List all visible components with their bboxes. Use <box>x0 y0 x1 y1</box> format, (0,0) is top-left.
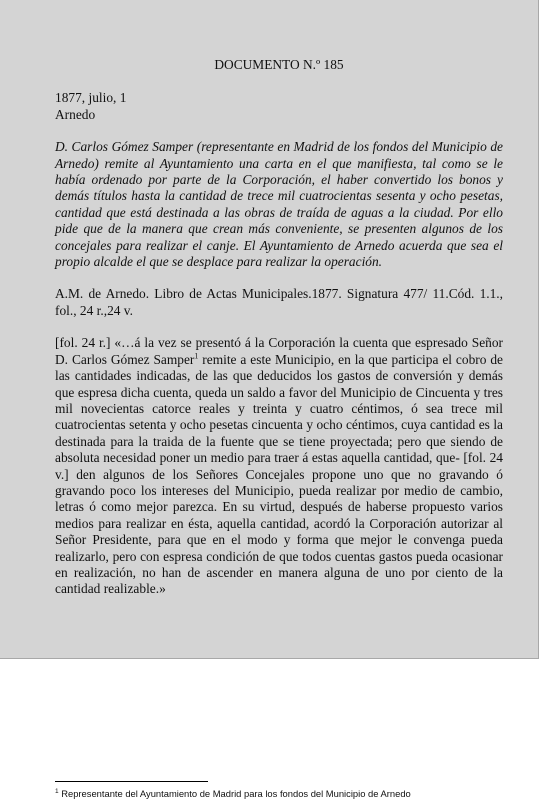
footnote <box>55 788 411 799</box>
document-transcription <box>55 335 503 598</box>
transcription-part-2: remite a este Municipio, en la que participa el cobro de las cantidades indicadas, de las que deducidos los gastos de conversión y demás que espresa dicha cuenta, queda un saldo a favor del Municipio de Cincuenta y tres mil novecientas catorce reales y treinta y cuatro céntimos, ó sea trece mil cuatrocientas setenta y ocho pesetas cincuenta y ocho céntimos, cuya cantidad es la destinada para la traida de la fuente que se tiene proyectada; pero que siendo de absoluta necesidad poner un medio para traer á estas aquella cantidad, que- [fol. 24 v.] den algunos de los Señores Concejales propone uno que no gravando ó gravando poco los intereses del Municipio, pueda realizar por medio de cambio, letras ó como mejor parezca. En su virtud, después de haberse propuesto varios medios para realizar en ésta, aquella cantidad, acordó la Corporación autorizar al Señor Presidente, para que en el modo y forma que mejor le convenga pueda realizarlo, pero con espresa condición de que todos cuentas gastos pueda ocasionar en realización, no han de ascender en manera alguna de uno por ciento de la cantidad realizable.» <box>55 351 503 597</box>
transcription-part-1: [fol. 24 r.] «…á la vez se presentó á la Corporación la cuenta que espresado Señor D. Carlos Gómez Samper <box>55 335 503 367</box>
document-title: DOCUMENTO N.º 185 <box>214 57 344 72</box>
document-date: 1877, julio, 1 <box>55 90 127 106</box>
document-place: Arnedo <box>55 106 96 122</box>
footnote-text: Representante del Ayuntamiento de Madrid para los fondos del Municipio de Arnedo <box>58 788 411 799</box>
footnote-number: 1 <box>55 787 59 795</box>
document-summary: D. Carlos Gómez Samper (representante en Madrid de los fondos del Municipio de Arnedo) remite al Ayuntamiento una carta en el que manifiesta, tal como se le había ordenado por parte de la Corporación, el haber convertido los bonos y demás títulos hasta la cantidad de trece mil cuatrocientas sesenta y ocho pesetas, cantidad que está destinada a las obras de traída de aguas a la ciudad. Por ello pide que de la manera que crean más conveniente, se presenten algunos de los concejales para realizar el canje. El Ayuntamiento de Arnedo acuerda que sea el propio alcalde el que se desplace para realizar la operación. <box>55 139 503 270</box>
document-source: A.M. de Arnedo. Libro de Actas Municipales.1877. Signatura 477/ 11.Cód. 1.1., fol., 24 r.,24 v. <box>55 286 503 318</box>
footnote-reference: 1 <box>194 351 199 361</box>
footnote-divider <box>55 781 208 782</box>
document-content <box>55 57 503 598</box>
